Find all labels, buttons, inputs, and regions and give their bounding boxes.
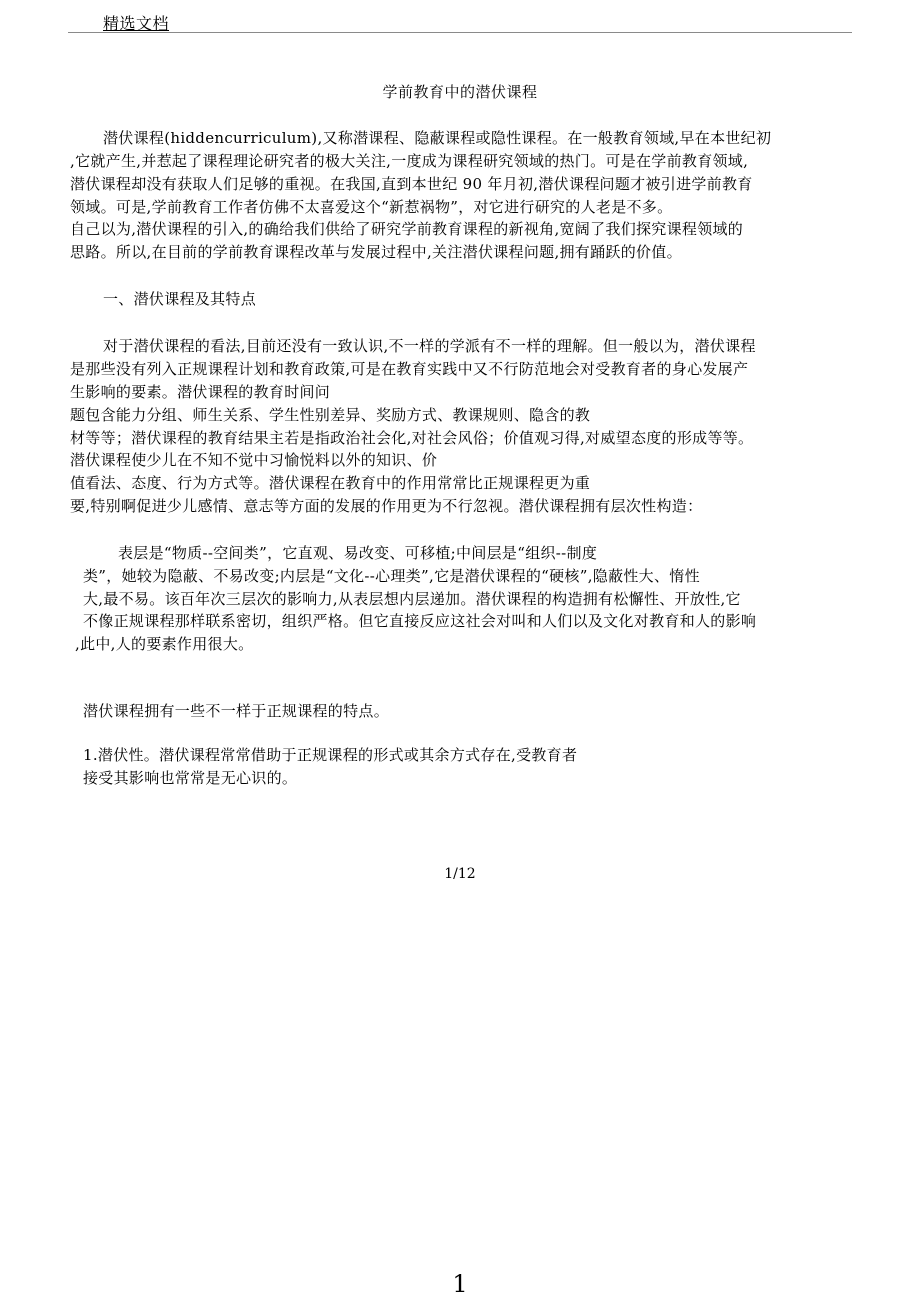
paragraph-features-intro: 潜伏课程拥有一些不一样于正规课程的特点。	[83, 702, 390, 720]
section-heading: 一、潜伏课程及其特点	[103, 290, 257, 308]
paragraph-line: 材等等；潜伏课程的教育结果主若是指政治社会化,对社会风俗；价值观习得,对威望态度的形成等等。	[70, 429, 754, 447]
paragraph-line: 接受其影响也常常是无心识的。	[83, 769, 298, 787]
paragraph-line: 1.潜伏性。潜伏课程常常借助于正规课程的形式或其余方式存在,受教育者	[83, 746, 578, 764]
paragraph-line: 领域。可是,学前教育工作者仿佛不太喜爱这个“新惹祸物”，对它进行研究的人老是不多。	[70, 198, 673, 216]
paragraph-line: 潜伏课程使少儿在不知不觉中习愉悦料以外的知识、价	[70, 451, 438, 469]
paragraph-line: 潜伏课程(hiddencurriculum),又称潜课程、隐蔽课程或隐性课程。在一般教育领域,早在本世纪初	[103, 129, 772, 147]
paragraph-line: 不像正规课程那样联系密切，组织严格。但它直接反应这社会对叫和人们以及文化对教育和人的影响	[83, 612, 757, 630]
paragraph-line: 思路。所以,在目前的学前教育课程改革与发展过程中,关注潜伏课程问题,拥有踊跃的价值。	[70, 243, 682, 261]
paragraph-line: ,此中,人的要素作用很大。	[75, 635, 254, 653]
paragraph-line: 自己以为,潜伏课程的引入,的确给我们供给了研究学前教育课程的新视角,宽阔了我们探究课程领域的	[70, 220, 744, 238]
paragraph-line: 是那些没有列入正规课程计划和教育政策,可是在教育实践中又不行防范地会对受教育者的身心发展产	[70, 360, 749, 378]
paragraph-line: 对于潜伏课程的看法,目前还没有一致认识,不一样的学派有不一样的理解。但一般以为，潜伏课程	[103, 337, 756, 355]
header-label: 精选文档	[103, 14, 170, 33]
paragraph-line: 表层是“物质--空间类”，它直观、易改变、可移植;中间层是“组织--制度	[118, 544, 598, 562]
paragraph-line: 值看法、态度、行为方式等。潜伏课程在教育中的作用常常比正规课程更为重	[70, 474, 591, 492]
paragraph-line: 潜伏课程却没有获取人们足够的重视。在我国,直到本世纪 90 年月初,潜伏课程问题才被引进学前教育	[70, 175, 753, 193]
paragraph-line: 要,特别啊促进少儿感情、意志等方面的发展的作用更为不行忽视。潜伏课程拥有层次性构造：	[70, 497, 703, 515]
paragraph-line: 生影响的要素。潜伏课程的教育时间问	[70, 383, 331, 401]
page-counter: 1/12	[444, 866, 476, 882]
header-divider	[68, 32, 852, 33]
paragraph-line: 类”，她较为隐蔽、不易改变;内层是“文化--心理类”,它是潜伏课程的“硬核”,隐蔽性大、惰性	[83, 567, 700, 585]
document-title: 学前教育中的潜伏课程	[382, 83, 538, 101]
paragraph-line: 大,最不易。该百年次三层次的影响力,从表层想内层递加。潜伏课程的构造拥有松懈性、开放性,它	[83, 590, 741, 608]
paragraph-line: ,它就产生,并惹起了课程理论研究者的极大关注,一度成为课程研究领域的热门。可是在学前教育领域,	[70, 152, 749, 170]
footer-page-number: 1	[452, 1270, 468, 1298]
paragraph-line: 题包含能力分组、师生关系、学生性别差异、奖励方式、教课规则、隐含的教	[70, 406, 591, 424]
